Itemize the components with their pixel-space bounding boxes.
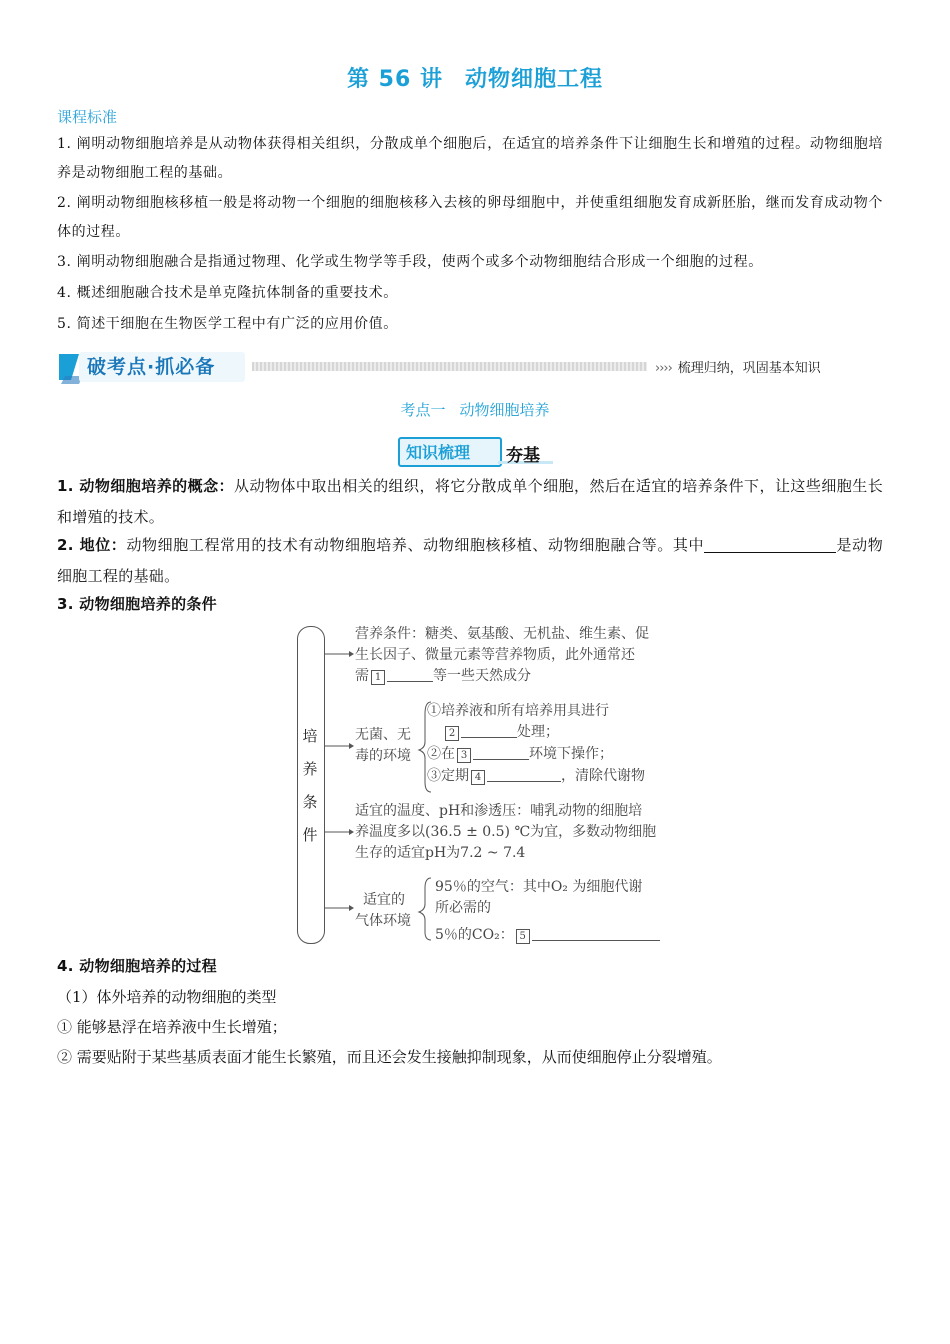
sterile-c1-text: ③定期 bbox=[427, 768, 469, 784]
paragraph-3 bbox=[57, 589, 883, 620]
standard-item-1: 1. 阐明动物细胞培养是从动物体获得相关组织，分散成单个细胞后，在适宜的培养条件下让细胞生长和增殖的过程。动物细胞培养是动物细胞工程的基础。 bbox=[57, 136, 883, 181]
gas-b1-text: 5％的CO₂： bbox=[435, 927, 514, 943]
section-banner bbox=[57, 350, 887, 384]
p2-tail: 是动物细胞工程的基础。 bbox=[57, 536, 883, 585]
gas-item-a2: 所必需的 bbox=[435, 900, 491, 916]
arrowhead-temp bbox=[349, 829, 354, 835]
lecture-topic: 动物细胞工程 bbox=[464, 67, 603, 92]
fill-blank-1[interactable] bbox=[387, 667, 433, 682]
cell-type-2: ② 需要贴附于某些基质表面才能生长繁殖，而且还会发生接触抑制现象，从而使细胞停止分裂增殖。 bbox=[57, 1048, 722, 1066]
blank-number-5: 5 bbox=[516, 929, 530, 944]
standards-heading: 课程标准 bbox=[57, 108, 118, 126]
gas-item-a1: 95％的空气：其中O₂ 为细胞代谢 bbox=[435, 879, 643, 895]
nutrition-line-1: 营养条件：糖类、氨基酸、无机盐、维生素、促 bbox=[355, 626, 649, 642]
p1-body: 从动物体中取出相关的组织，将它分散成单个细胞，然后在适宜的培养条件下，让这些细胞生长和增殖的技术。 bbox=[57, 477, 883, 526]
banner-title: 破考点·抓必备 bbox=[87, 356, 216, 378]
p4-heading: . 动物细胞培养的过程 bbox=[67, 957, 217, 975]
p2-heading: . 地位： bbox=[67, 536, 127, 554]
sterile-a2-text: 处理； bbox=[517, 724, 559, 740]
gas-label-2: 气体环境 bbox=[355, 913, 411, 929]
p3-heading: . 动物细胞培养的条件 bbox=[67, 595, 217, 613]
cell-type-1: ① 能够悬浮在培养液中生长增殖； bbox=[57, 1018, 287, 1036]
arrowhead-sterile bbox=[349, 743, 354, 749]
temp-line-2: 养温度多以(36.5 ± 0.5) ℃为宜，多数动物细胞 bbox=[355, 824, 657, 840]
standard-item-5: 5. 简述干细胞在生物医学工程中有广泛的应用价值。 bbox=[57, 316, 398, 332]
paragraph-4 bbox=[57, 951, 883, 982]
p2-number: 2 bbox=[57, 536, 68, 554]
banner-subtitle-text: 梳理归纳，巩固基本知识 bbox=[677, 361, 821, 376]
nutrition-line-2: 生长因子、微量元素等营养物质，此外通常还 bbox=[355, 647, 635, 663]
p3-number: 3 bbox=[57, 595, 68, 613]
banner-subtitle bbox=[655, 357, 821, 376]
p4-number: 4 bbox=[57, 957, 68, 975]
sterile-b1-text: ②在 bbox=[427, 746, 455, 762]
p1-heading: . 动物细胞培养的概念： bbox=[67, 477, 234, 495]
sterile-c2-text: ，清除代谢物 bbox=[561, 768, 645, 784]
nutrition-line-3b: 等一些天然成分 bbox=[433, 668, 531, 684]
standard-item-4: 4. 概述细胞融合技术是单克隆抗体制备的重要技术。 bbox=[57, 285, 398, 301]
lecture-number: 第 56 讲 bbox=[347, 67, 443, 92]
arrowhead-nutrition bbox=[349, 651, 354, 657]
fill-blank-2[interactable] bbox=[461, 723, 517, 738]
blank-number-4: 4 bbox=[471, 770, 485, 785]
sterile-label-2: 毒的环境 bbox=[355, 748, 411, 764]
fill-blank-4[interactable] bbox=[487, 767, 561, 782]
gas-label-1: 适宜的 bbox=[363, 892, 405, 908]
banner-stripe bbox=[252, 362, 647, 371]
sterile-item-b bbox=[427, 744, 613, 765]
fill-blank-3[interactable] bbox=[473, 745, 529, 760]
blank-number-2: 2 bbox=[445, 726, 459, 741]
sterile-item-c bbox=[427, 766, 645, 787]
center-label bbox=[297, 720, 323, 852]
center-char-2: 养 bbox=[302, 760, 318, 778]
center-char-1: 培 bbox=[302, 727, 318, 745]
badge-rest-text: 夯基 bbox=[506, 446, 540, 466]
nutrition-line-3a: 需 bbox=[355, 668, 369, 684]
standard-item-2: 2. 阐明动物细胞核移植一般是将动物一个细胞的细胞核移入去核的卵母细胞中，并使重组细胞发育成新胚胎，继而发育成动物个体的过程。 bbox=[57, 195, 883, 240]
gas-item-b bbox=[435, 925, 660, 946]
exam-point-heading bbox=[0, 399, 950, 420]
fill-blank-5[interactable] bbox=[532, 926, 660, 941]
chevron-right-icon: ›››› bbox=[655, 361, 672, 376]
subheading-1: （1）体外培养的动物细胞的类型 bbox=[57, 988, 277, 1006]
standard-item-3: 3. 阐明动物细胞融合是指通过物理、化学或生物学等手段，使两个或多个动物细胞结合形成一个细胞的过程。 bbox=[57, 254, 763, 270]
center-char-4: 件 bbox=[302, 826, 318, 844]
exam-point-label: 考点一 bbox=[400, 401, 446, 419]
paragraph-1 bbox=[57, 471, 883, 533]
page-title bbox=[0, 62, 950, 93]
paragraph-2 bbox=[57, 530, 883, 592]
sterile-item-a2 bbox=[443, 722, 559, 743]
nutrition-line-3 bbox=[355, 666, 531, 687]
conditions-diagram bbox=[297, 622, 667, 948]
sterile-b2-text: 环境下操作； bbox=[529, 746, 613, 762]
p2-body: 动物细胞工程常用的技术有动物细胞培养、动物细胞核移植、动物细胞融合等。其中 bbox=[126, 536, 705, 554]
blank-number-3: 3 bbox=[457, 748, 471, 763]
badge-boxed-text: 知识梳理 bbox=[406, 443, 471, 462]
p1-number: 1 bbox=[57, 477, 68, 495]
sterile-label-1: 无菌、无 bbox=[355, 727, 411, 743]
temp-line-3: 生存的适宜pH为7.2 ~ 7.4 bbox=[355, 845, 526, 861]
temp-line-1: 适宜的温度、pH和渗透压：哺乳动物的细胞培 bbox=[355, 803, 643, 819]
center-char-3: 条 bbox=[302, 793, 318, 811]
brace-gas bbox=[419, 878, 431, 940]
exam-point-title: 动物细胞培养 bbox=[459, 401, 550, 419]
sterile-item-a1: ①培养液和所有培养用具进行 bbox=[427, 703, 609, 719]
arrowhead-gas bbox=[349, 905, 354, 911]
fill-blank[interactable] bbox=[704, 536, 836, 553]
blank-number-1: 1 bbox=[371, 670, 385, 685]
